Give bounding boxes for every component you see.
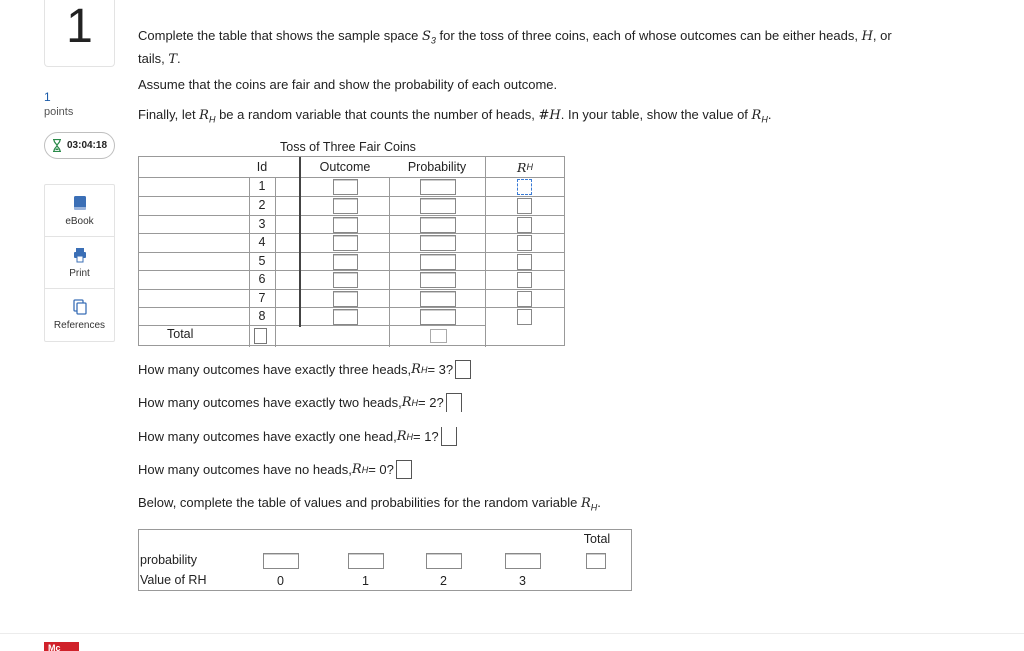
below-text xyxy=(138,494,601,517)
rh-symbol: R xyxy=(401,395,412,410)
intro-text: tails, xyxy=(138,50,169,66)
ebook-button[interactable] xyxy=(45,185,114,237)
rv-probability-input[interactable] xyxy=(263,553,299,569)
outcome-input[interactable] xyxy=(333,272,358,288)
rv-probability-input[interactable] xyxy=(348,553,384,569)
row-id: 4 xyxy=(258,235,266,249)
total-probability-input[interactable] xyxy=(430,329,447,343)
intro-text: be a random variable that counts the number of heads, xyxy=(215,107,539,122)
rh-symbol: R xyxy=(751,108,762,123)
rh-subscript: H xyxy=(208,114,216,125)
heads-symbol: H xyxy=(861,29,873,44)
outcome-input[interactable] xyxy=(333,198,358,214)
probability-input[interactable] xyxy=(420,179,456,195)
intro-text: Complete the table that shows the sample space xyxy=(138,28,422,43)
points-value: 1 xyxy=(44,90,51,104)
question-text: How many outcomes have exactly one head, xyxy=(138,429,397,444)
count-question xyxy=(138,360,471,379)
rh-symbol: R xyxy=(396,429,407,444)
count-answer-input[interactable] xyxy=(446,393,462,412)
total-header: Total xyxy=(583,532,611,546)
intro-text: . xyxy=(767,107,772,122)
print-label: Print xyxy=(69,267,90,279)
probability-input[interactable] xyxy=(420,254,456,270)
question-equation: = 3? xyxy=(427,362,454,377)
row-id: 3 xyxy=(258,217,266,231)
rv-value: 3 xyxy=(519,574,526,588)
row-divider xyxy=(139,177,565,178)
probability-input[interactable] xyxy=(420,309,456,325)
question-number: 1 xyxy=(66,0,93,53)
intro-paragraph xyxy=(138,27,938,69)
probability-input[interactable] xyxy=(420,291,456,307)
rh-symbol: R xyxy=(580,496,591,511)
rh-input[interactable] xyxy=(517,217,532,233)
row-id: 6 xyxy=(258,272,266,286)
row-divider xyxy=(139,270,565,271)
assume-text: Assume that the coins are fair and show the probability of each outcome. xyxy=(138,77,558,92)
ebook-label: eBook xyxy=(65,215,94,227)
rh-input[interactable] xyxy=(517,235,532,251)
intro-text: . In your table, show the value of xyxy=(560,107,752,122)
rh-symbol: R xyxy=(199,108,209,123)
row-divider xyxy=(139,325,485,326)
row-id: 8 xyxy=(258,309,266,323)
probability-input[interactable] xyxy=(420,235,456,251)
publisher-logo: Mc xyxy=(44,642,79,651)
row-id: 5 xyxy=(258,254,266,268)
count-question xyxy=(138,393,462,412)
ebook-icon xyxy=(73,195,87,211)
rh-subscript: H xyxy=(526,162,533,172)
probability-header: Probability xyxy=(407,160,467,174)
rh-input[interactable] xyxy=(517,309,532,325)
divider xyxy=(299,157,301,177)
sample-space-symbol: S xyxy=(422,29,431,44)
hourglass-icon xyxy=(52,139,62,152)
rh-subscript: H xyxy=(590,502,598,513)
tails-symbol: T xyxy=(168,51,178,67)
column-divider xyxy=(275,177,276,347)
row-divider xyxy=(139,196,565,197)
outcome-input[interactable] xyxy=(333,179,358,195)
sample-space-table xyxy=(138,156,565,346)
rh-subscript: H xyxy=(411,397,419,408)
outcome-input[interactable] xyxy=(333,235,358,251)
id-header: Id xyxy=(256,160,268,174)
outcome-input[interactable] xyxy=(333,291,358,307)
rh-input[interactable] xyxy=(517,179,532,195)
rv-value: 2 xyxy=(440,574,447,588)
total-label: Total xyxy=(167,327,194,341)
value-row-label: Value of RH xyxy=(140,573,207,587)
rv-probability-input[interactable] xyxy=(505,553,541,569)
outcome-header: Outcome xyxy=(319,160,371,174)
intro-text: . xyxy=(597,495,601,510)
print-button[interactable] xyxy=(45,237,114,289)
random-variable-table xyxy=(138,529,632,591)
row-id: 7 xyxy=(258,291,266,305)
print-icon xyxy=(73,247,87,263)
points-label: points xyxy=(44,106,74,118)
references-icon xyxy=(73,299,87,315)
sample-space-subscript: 3 xyxy=(430,35,436,46)
timer-badge[interactable] xyxy=(44,132,115,159)
probability-input[interactable] xyxy=(420,217,456,233)
rh-input[interactable] xyxy=(517,272,532,288)
row-divider xyxy=(139,307,565,308)
row-id: 2 xyxy=(258,198,266,212)
tools-panel xyxy=(44,184,115,342)
count-answer-input[interactable] xyxy=(455,360,471,379)
timer-text: 03:04:18 xyxy=(66,140,108,151)
intro-text: , or xyxy=(872,28,892,43)
row-divider xyxy=(139,215,565,216)
intro-text: . xyxy=(177,50,181,66)
column-divider xyxy=(389,177,390,347)
rh-header xyxy=(485,157,565,177)
intro-text: Finally, let xyxy=(138,107,200,122)
probability-input[interactable] xyxy=(420,198,456,214)
hash-h-symbol: #H xyxy=(538,108,561,123)
rh-input[interactable] xyxy=(517,254,532,270)
count-question xyxy=(138,460,412,479)
probability-input[interactable] xyxy=(420,272,456,288)
row-divider xyxy=(139,289,565,290)
question-text: How many outcomes have exactly two heads, xyxy=(138,395,402,410)
rh-input[interactable] xyxy=(517,198,532,214)
row-divider xyxy=(139,233,565,234)
count-answer-input[interactable] xyxy=(396,460,412,479)
outcome-input[interactable] xyxy=(333,309,358,325)
count-question xyxy=(138,427,457,446)
rv-value: 0 xyxy=(277,574,284,588)
table1-caption: Toss of Three Fair Coins xyxy=(280,140,416,154)
rv-probability-input[interactable] xyxy=(426,553,462,569)
rh-input[interactable] xyxy=(517,291,532,307)
finally-paragraph xyxy=(138,106,771,129)
column-divider xyxy=(299,177,301,327)
total-id-input[interactable] xyxy=(254,328,267,344)
rv-value: 1 xyxy=(362,574,369,588)
rh-symbol: R xyxy=(351,462,362,477)
question-equation: = 0? xyxy=(368,462,394,477)
question-equation: = 1? xyxy=(413,429,439,444)
question-text: How many outcomes have exactly three heads, xyxy=(138,362,412,377)
below-label: Below, complete the table of values and probabilities for the random variable xyxy=(138,495,581,510)
outcome-input[interactable] xyxy=(333,254,358,270)
question-number-box xyxy=(44,0,115,67)
rh-subscript: H xyxy=(406,431,413,442)
rh-subscript: H xyxy=(420,364,428,375)
question-text: How many outcomes have no heads, xyxy=(138,462,352,477)
question-equation: = 2? xyxy=(418,395,444,410)
divider xyxy=(485,157,486,177)
column-divider xyxy=(139,591,631,651)
count-answer-input[interactable] xyxy=(441,427,457,446)
column-divider xyxy=(485,177,486,347)
outcome-input[interactable] xyxy=(333,217,358,233)
references-button[interactable] xyxy=(45,289,114,341)
rh-subscript: H xyxy=(761,114,768,125)
total-probability-input[interactable] xyxy=(586,553,606,569)
row-id: 1 xyxy=(258,179,266,193)
rh-symbol: R xyxy=(517,159,527,175)
row-divider xyxy=(139,252,565,253)
references-label: References xyxy=(53,320,106,331)
rh-subscript: H xyxy=(361,464,369,475)
rh-symbol: R xyxy=(411,362,421,377)
intro-text: for the toss of three coins, each of whose outcomes can be either heads, xyxy=(435,28,862,43)
probability-row-label: probability xyxy=(140,553,197,567)
